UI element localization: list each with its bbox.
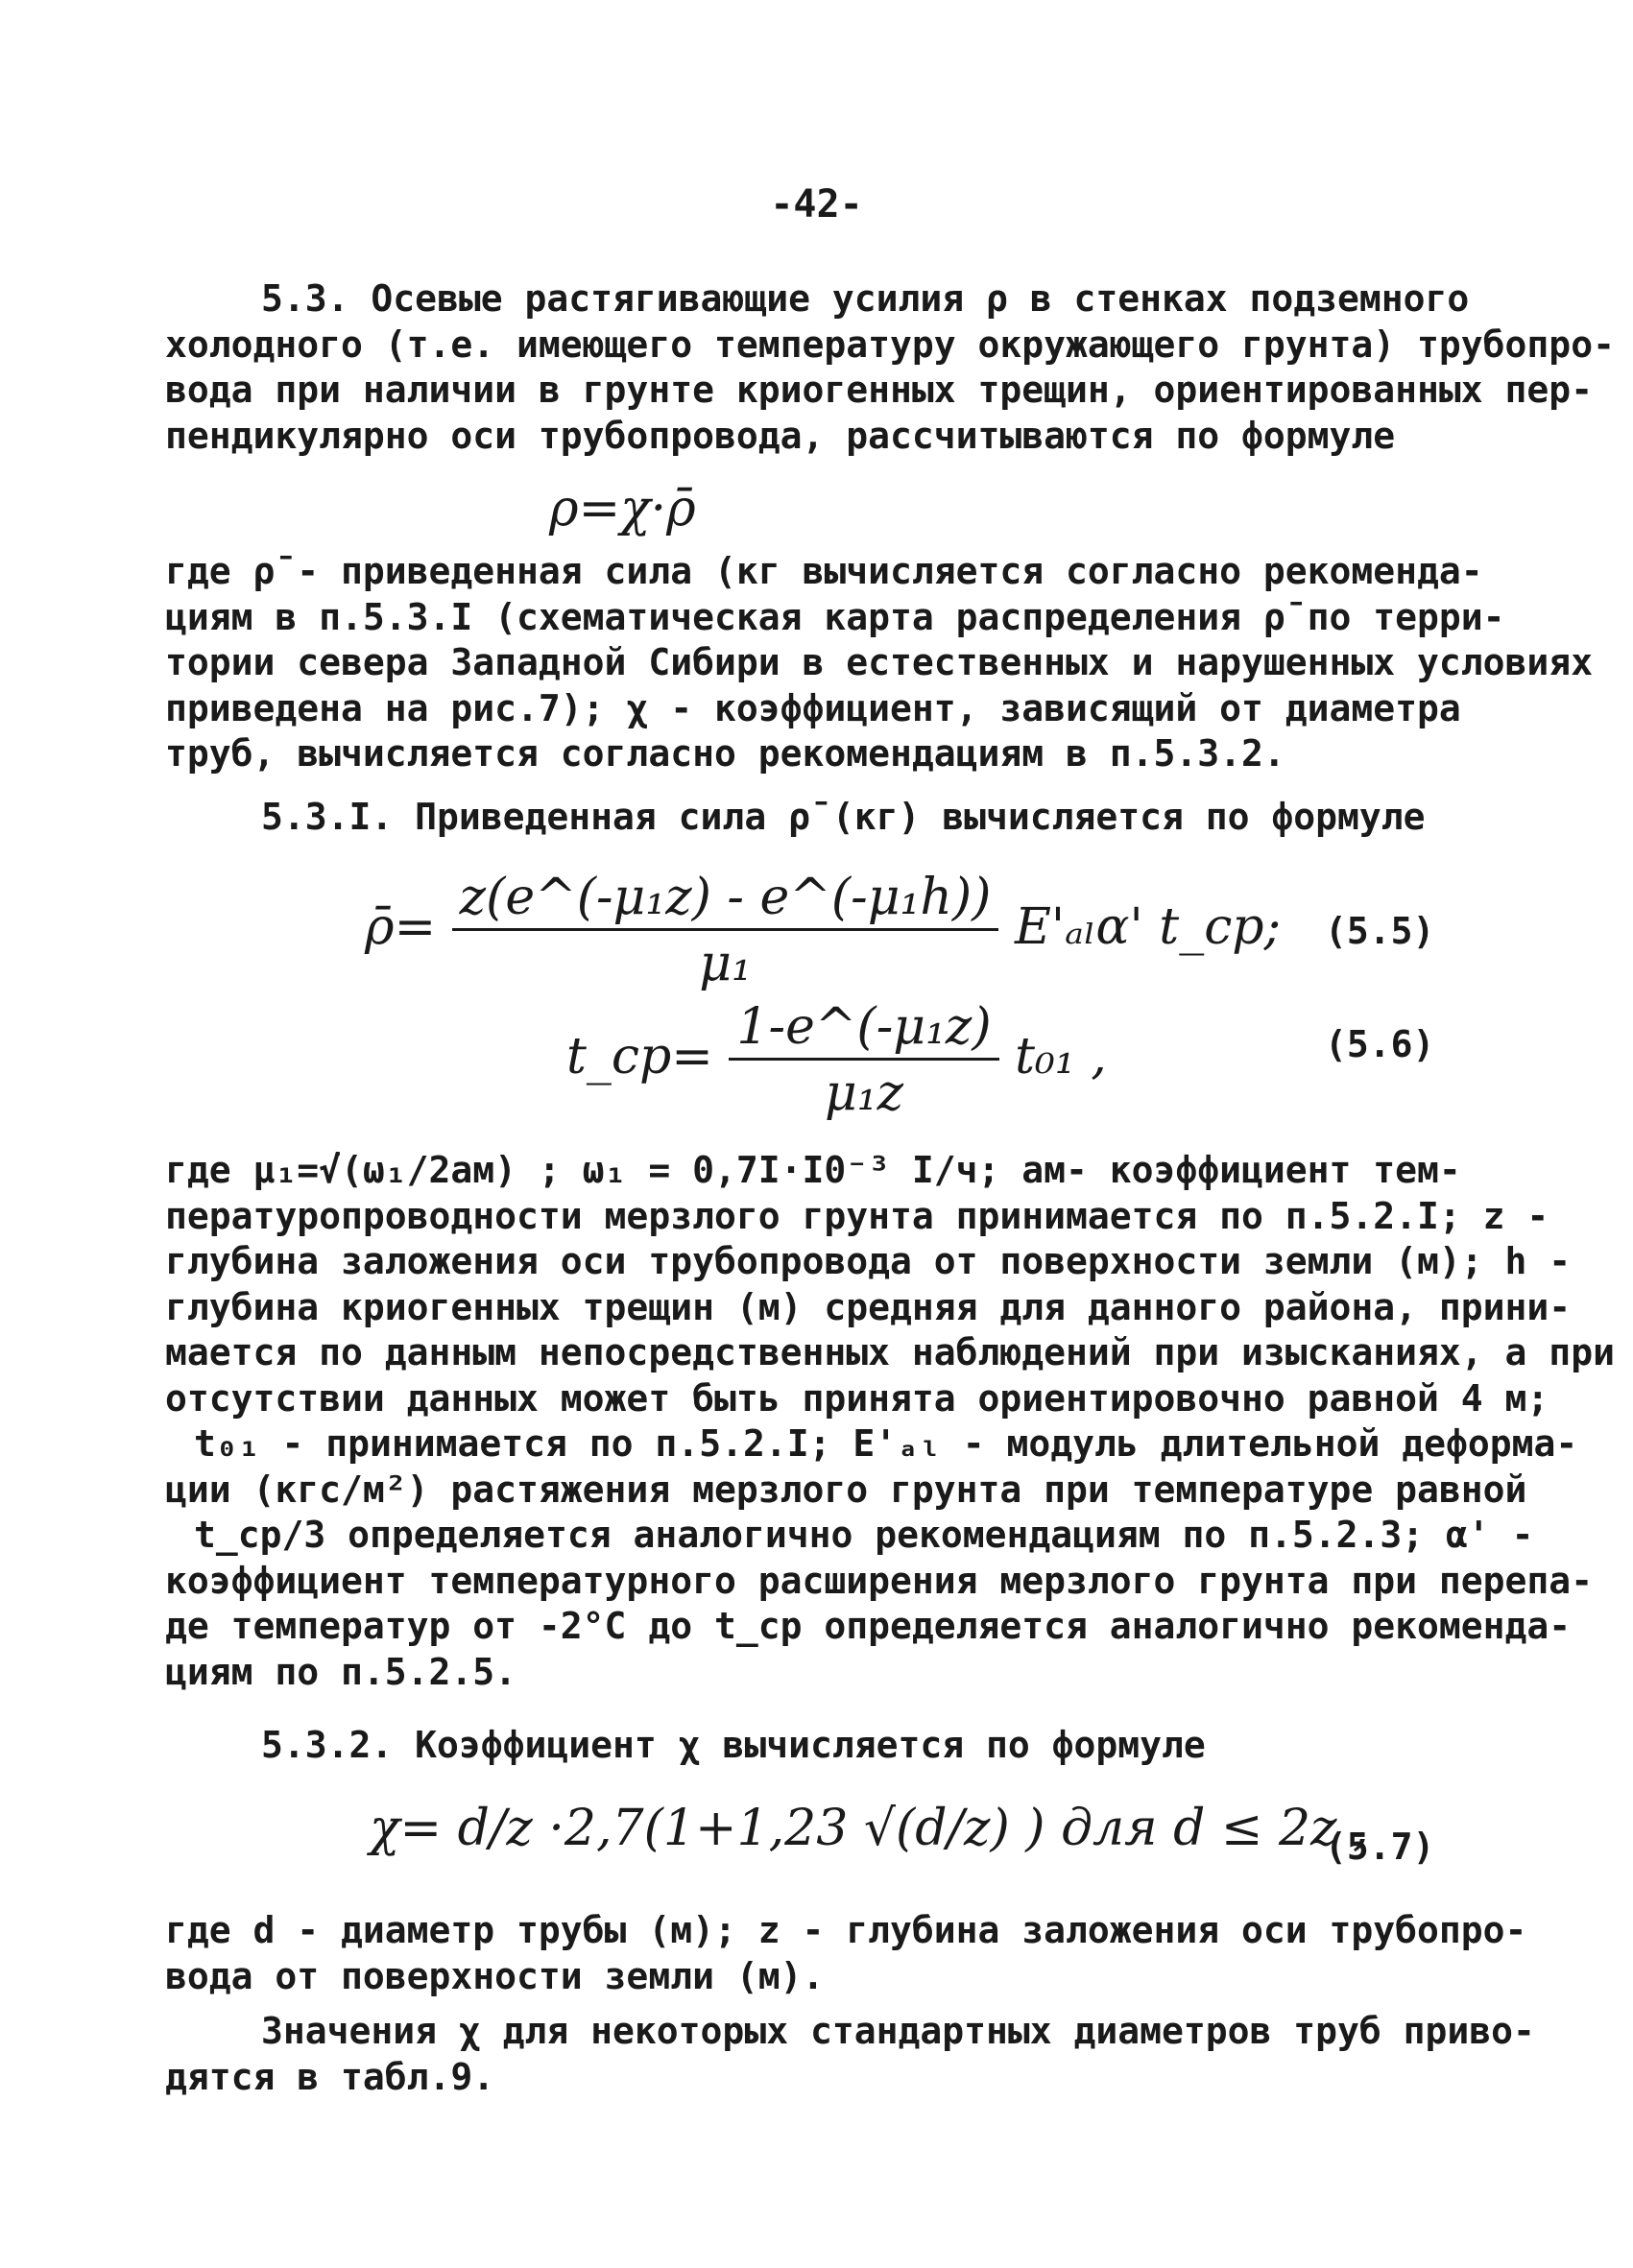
formula-5-5-numerator: z(e^(-μ₁z) - e^(-μ₁h)) [452,869,999,931]
text-line: t₀₁ - принимается по п.5.2.I; E'ₐₗ - модуль длительной деформа- [194,1422,1578,1465]
formula-5-6-denominator: μ₁z [824,1064,904,1122]
formula-5-6-fraction [729,998,998,1122]
text-line: 5.3. Осевые растягивающие усилия ρ в стенках подземного [261,277,1470,320]
formula-5-5 [365,869,1281,992]
text-line: глубина криогенных трещин (м) средняя для данного района, прини- [165,1285,1572,1328]
text-line: де температур от -2°C до t_cp определяется аналогично рекоменда- [165,1605,1572,1647]
formula-5-5-fraction [452,869,999,992]
formula-5-6 [566,998,1107,1122]
formula-5-6-numerator: 1-e^(-μ₁z) [729,998,998,1061]
text-line: 5.3.I. Приведенная сила ρ̄ (кг) вычисляется по формуле [261,796,1426,838]
equation-number-5-5: (5.5) [1325,910,1435,952]
text-line: приведена на рис.7); χ - коэффициент, зависящий от диаметра [165,686,1461,729]
text-line: где μ₁=√(ω₁/2aм) ; ω₁ = 0,7I·I0⁻³ I/ч; aм- коэффициент тем- [165,1149,1461,1191]
formula-5-5-tail: E'ₐₗα' t_cp; [1014,898,1282,956]
text-line: отсутствии данных может быть принята ориентировочно равной 4 м; [165,1376,1549,1420]
text-line: где d - диаметр трубы (м); z - глубина заложения оси трубопро- [165,1909,1527,1951]
text-line: циям в п.5.3.I (схематическая карта распределения ρ̄ по терри- [165,595,1505,638]
paragraph-where-2 [165,1148,1615,1695]
paragraph-where-1 [165,549,1594,777]
text-line: ции (кгс/м²) растяжения мерзлого грунта при температуре равной [165,1468,1527,1511]
paragraph-5-3 [165,276,1615,459]
text-line: где ρ̄ - приведенная сила (кг вычисляется согласно рекоменда- [165,550,1483,592]
paragraph-values [165,2009,1535,2100]
formula-5-5-denominator: μ₁ [699,935,752,992]
equation-number-5-7: (5.7) [1325,1826,1435,1868]
paragraph-5-3-2 [165,1723,1456,1769]
equation-number-5-6: (5.6) [1325,1023,1435,1065]
text-line: вода от поверхности земли (м). [165,1954,825,1997]
text-line: труб, вычисляется согласно рекомендациям в п.5.3.2. [165,732,1285,775]
formula-5-6-tail: t₀₁ , [1015,1028,1107,1086]
text-line: вода при наличии в грунте криогенных трещин, ориентированных пер- [165,369,1594,411]
text-line: коэффициент температурного расширения мерзлого грунта при перепа- [165,1559,1594,1602]
paragraph-5-3-1 [165,795,1456,841]
paragraph-where-3 [165,1908,1527,1999]
text-line: дятся в табл.9. [165,2055,495,2098]
formula-5-5-lhs: ρ̄= [365,898,437,956]
formula-5-7: χ= d/z ·2,7(1+1,23 √(d/z) ) для d ≤ 2z , [370,1800,1369,1857]
text-line: холодного (т.е. имеющего температуру окружающего грунта) трубопро- [165,322,1615,366]
text-line: мается по данным непосредственных наблюдений при изысканиях, а при [165,1331,1615,1373]
text-line: циям по п.5.2.5. [165,1650,517,1693]
text-line: Значения χ для некоторых стандартных диаметров труб приво- [261,2010,1535,2052]
text-line: 5.3.2. Коэффициент χ вычисляется по формуле [261,1724,1206,1766]
formula-main: ρ=χ·ρ̄ [549,480,696,537]
formula-5-6-lhs: t_cp= [566,1028,713,1086]
text-line: пендикулярно оси трубопровода, рассчитываются по формуле [165,414,1396,457]
page-number: -42- [770,182,863,227]
text-line: тории севера Западной Сибири в естественных и нарушенных условиях [165,641,1594,683]
text-line: t_cp/3 определяется аналогично рекомендациям по п.5.2.3; α' - [194,1514,1534,1556]
text-line: пературопроводности мерзлого грунта принимается по п.5.2.I; z - [165,1194,1549,1237]
text-line: глубина заложения оси трубопровода от поверхности земли (м); h - [165,1240,1572,1282]
